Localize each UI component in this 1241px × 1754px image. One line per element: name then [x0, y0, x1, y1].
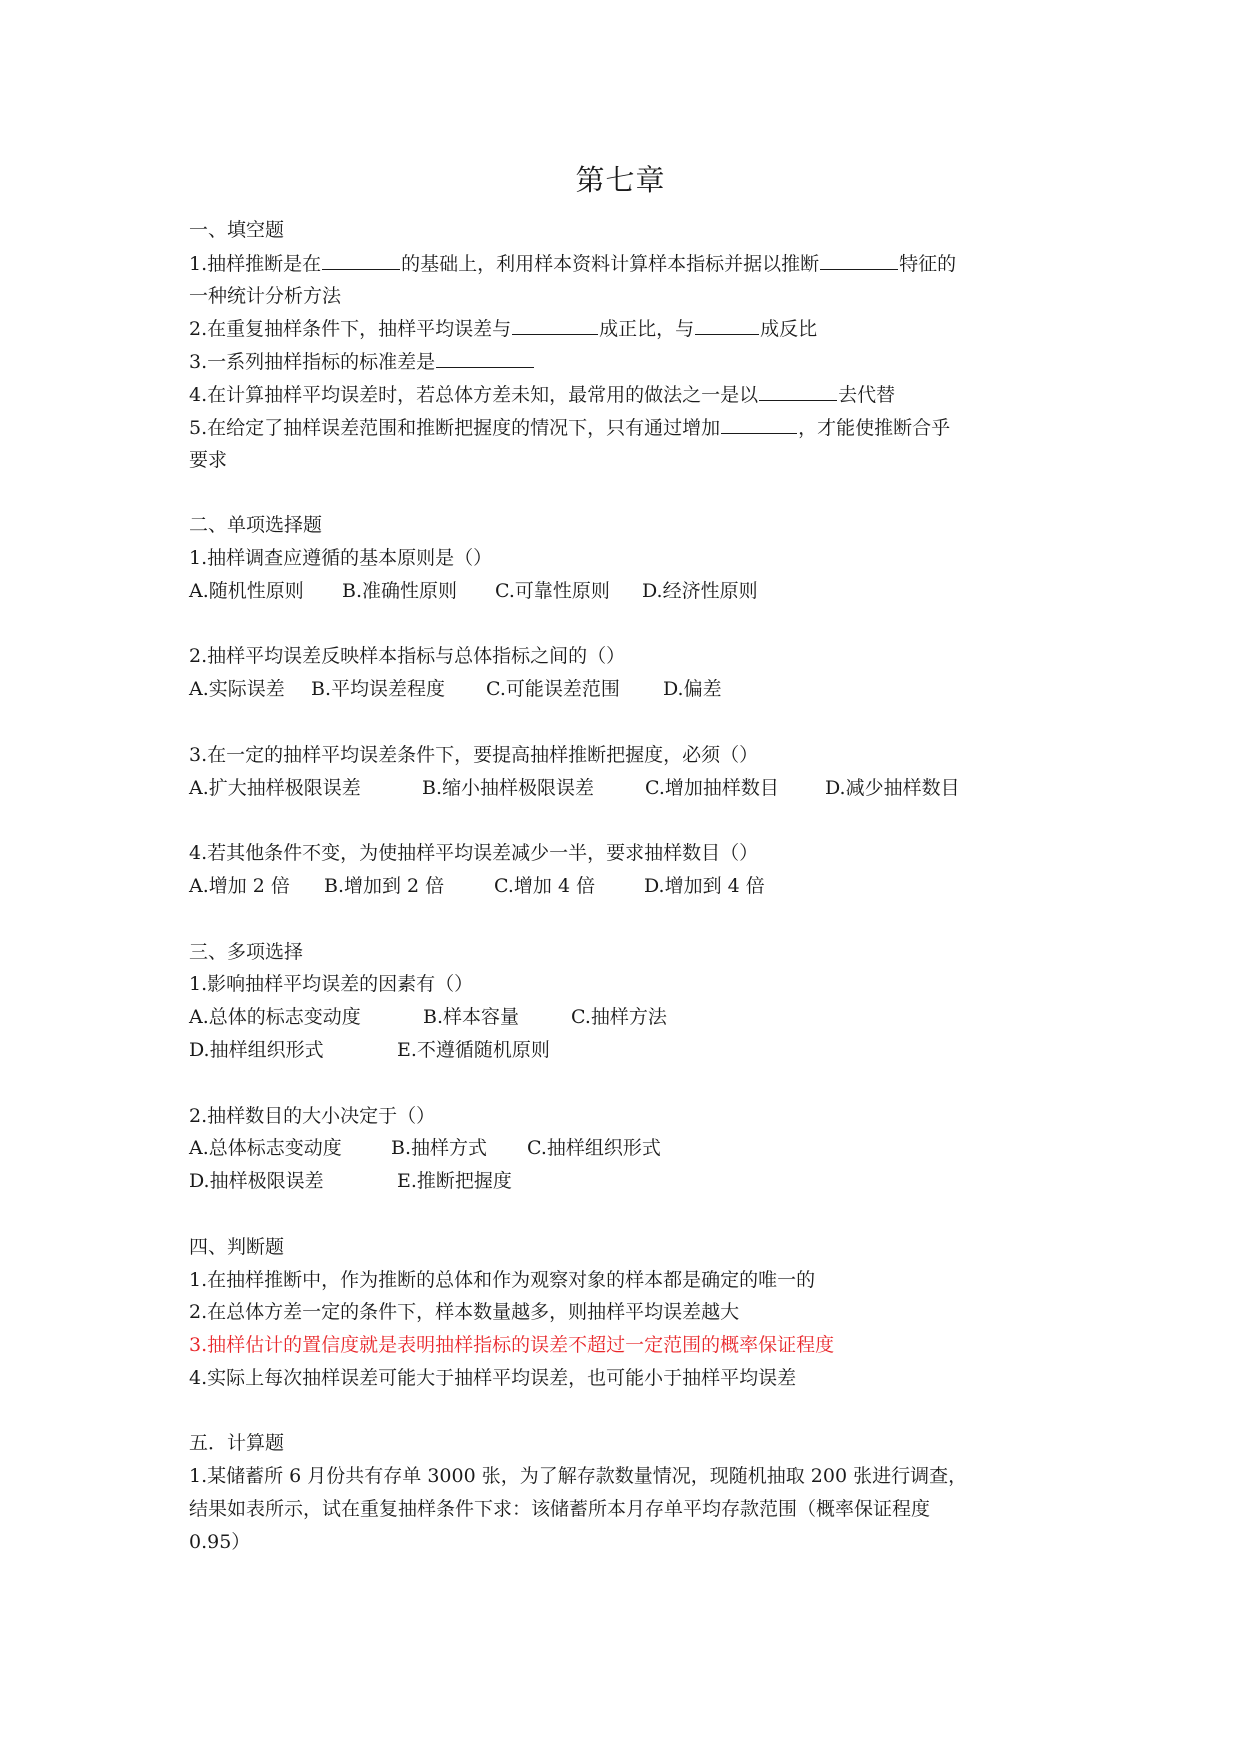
option-d: D.经济性原则 [642, 579, 758, 602]
option-c: C.抽样方法 [571, 1006, 667, 1029]
multiple-choice-1-options-row2 [189, 1034, 1069, 1067]
single-choice-1-options [189, 575, 1069, 608]
true-false-item-1: 1.在抽样推断中，作为推断的总体和作为观察对象的样本都是确定的唯一的 [189, 1268, 816, 1291]
question-text: 成反比 [760, 318, 818, 341]
answer-blank [322, 247, 400, 270]
spacer [189, 476, 1069, 509]
calculation-question-1-line1: 1.某储蓄所 6 月份共有存单 3000 张，为了解存款数量情况，现随机抽取 200 张进行调查， [189, 1465, 968, 1488]
spacer [189, 1198, 1069, 1231]
single-choice-4-stem: 4.若其他条件不变，为使抽样平均误差减少一半，要求抽样数目（） [189, 842, 759, 865]
option-a: A.总体的标志变动度 [189, 1006, 361, 1029]
answer-blank [436, 345, 534, 368]
fill-question-5 [189, 411, 1069, 444]
question-text: 特征的 [899, 252, 957, 275]
question-text: ，才能使推断合乎 [798, 416, 951, 439]
question-text: 1.抽样推断是在 [189, 252, 322, 275]
single-choice-4-options [189, 870, 1069, 903]
multiple-choice-2-stem: 2.抽样数目的大小决定于（） [189, 1104, 436, 1127]
true-false-item-3-highlighted: 3.抽样估计的置信度就是表明抽样指标的误差不超过一定范围的概率保证程度 [189, 1334, 835, 1357]
document-body [189, 214, 1069, 1559]
single-choice-2-options [189, 673, 1069, 706]
option-b: B.准确性原则 [342, 579, 458, 602]
section-heading-true-false: 四、判断题 [189, 1235, 285, 1258]
section-heading-multiple-choice: 三、多项选择 [189, 940, 304, 963]
single-choice-1-stem: 1.抽样调查应遵循的基本原则是（） [189, 546, 493, 569]
option-a: A.总体标志变动度 [189, 1137, 342, 1160]
option-a: A.随机性原则 [189, 579, 304, 602]
option-a: A.增加 2 倍 [189, 874, 290, 897]
calculation-question-1-line2: 结果如表所示，试在重复抽样条件下求：该储蓄所本月存单平均存款范围（概率保证程度 [189, 1498, 931, 1521]
fill-question-5-continued: 要求 [189, 448, 228, 471]
true-false-item-4: 4.实际上每次抽样误差可能大于抽样平均误差，也可能小于抽样平均误差 [189, 1366, 797, 1389]
option-b: B.增加到 2 倍 [324, 874, 445, 897]
answer-blank [820, 247, 898, 270]
question-text: 成正比，与 [599, 318, 695, 341]
fill-question-1-continued: 一种统计分析方法 [189, 284, 342, 307]
question-text: 5.在给定了抽样误差范围和推断把握度的情况下，只有通过增加 [189, 416, 721, 439]
single-choice-3-options [189, 772, 1069, 805]
spacer [189, 804, 1069, 837]
section-heading-single-choice: 二、单项选择题 [189, 514, 323, 537]
multiple-choice-2-options-row2 [189, 1165, 1069, 1198]
option-c: C.增加 4 倍 [494, 874, 596, 897]
question-text: 4.在计算抽样平均误差时，若总体方差未知，最常用的做法之一是以 [189, 383, 759, 406]
option-b: B.平均误差程度 [311, 678, 446, 701]
chapter-title: 第七章 [575, 163, 666, 197]
spacer [189, 608, 1069, 641]
option-c: C.增加抽样数目 [645, 776, 779, 799]
option-e: E.不遵循随机原则 [397, 1038, 550, 1061]
fill-question-1 [189, 247, 1069, 280]
option-a: A.扩大抽样极限误差 [189, 776, 361, 799]
section-heading-fill-blank: 一、填空题 [189, 219, 285, 241]
question-text: 去代替 [838, 383, 896, 406]
spacer [189, 903, 1069, 936]
question-text: 3.一系列抽样指标的标准差是 [189, 351, 436, 374]
fill-question-4 [189, 378, 1069, 411]
single-choice-3-stem: 3.在一定的抽样平均误差条件下，要提高抽样推断把握度，必须（） [189, 743, 759, 766]
question-text: 2.在重复抽样条件下，抽样平均误差与 [189, 318, 512, 341]
option-e: E.推断把握度 [397, 1170, 512, 1193]
answer-blank [721, 411, 797, 434]
fill-question-3 [189, 345, 1069, 378]
option-c: C.可靠性原则 [495, 579, 610, 602]
option-c: C.抽样组织形式 [527, 1137, 661, 1160]
option-d: D.减少抽样数目 [825, 776, 960, 799]
option-b: B.样本容量 [423, 1006, 520, 1029]
spacer [189, 706, 1069, 739]
option-b: B.缩小抽样极限误差 [422, 776, 595, 799]
calculation-question-1-line3: 0.95） [189, 1530, 251, 1553]
option-b: B.抽样方式 [391, 1137, 488, 1160]
spacer [189, 1395, 1069, 1428]
answer-blank [695, 312, 759, 335]
question-text: 的基础上，利用样本资料计算样本指标并据以推断 [401, 252, 820, 275]
multiple-choice-1-options-row1 [189, 1001, 1069, 1034]
option-d: D.增加到 4 倍 [644, 874, 765, 897]
section-heading-calculation: 五．计算题 [189, 1432, 285, 1455]
single-choice-2-stem: 2.抽样平均误差反映样本指标与总体指标之间的（） [189, 645, 626, 668]
option-d: D.抽样极限误差 [189, 1170, 324, 1193]
multiple-choice-1-stem: 1.影响抽样平均误差的因素有（） [189, 973, 474, 996]
spacer [189, 1067, 1069, 1100]
option-d: D.抽样组织形式 [189, 1038, 324, 1061]
option-d: D.偏差 [663, 678, 722, 701]
option-a: A.实际误差 [189, 678, 285, 701]
option-c: C.可能误差范围 [486, 678, 620, 701]
true-false-item-2: 2.在总体方差一定的条件下，样本数量越多，则抽样平均误差越大 [189, 1301, 740, 1324]
answer-blank [512, 312, 598, 335]
multiple-choice-2-options-row1 [189, 1132, 1069, 1165]
answer-blank [759, 378, 837, 401]
fill-question-2 [189, 312, 1069, 345]
